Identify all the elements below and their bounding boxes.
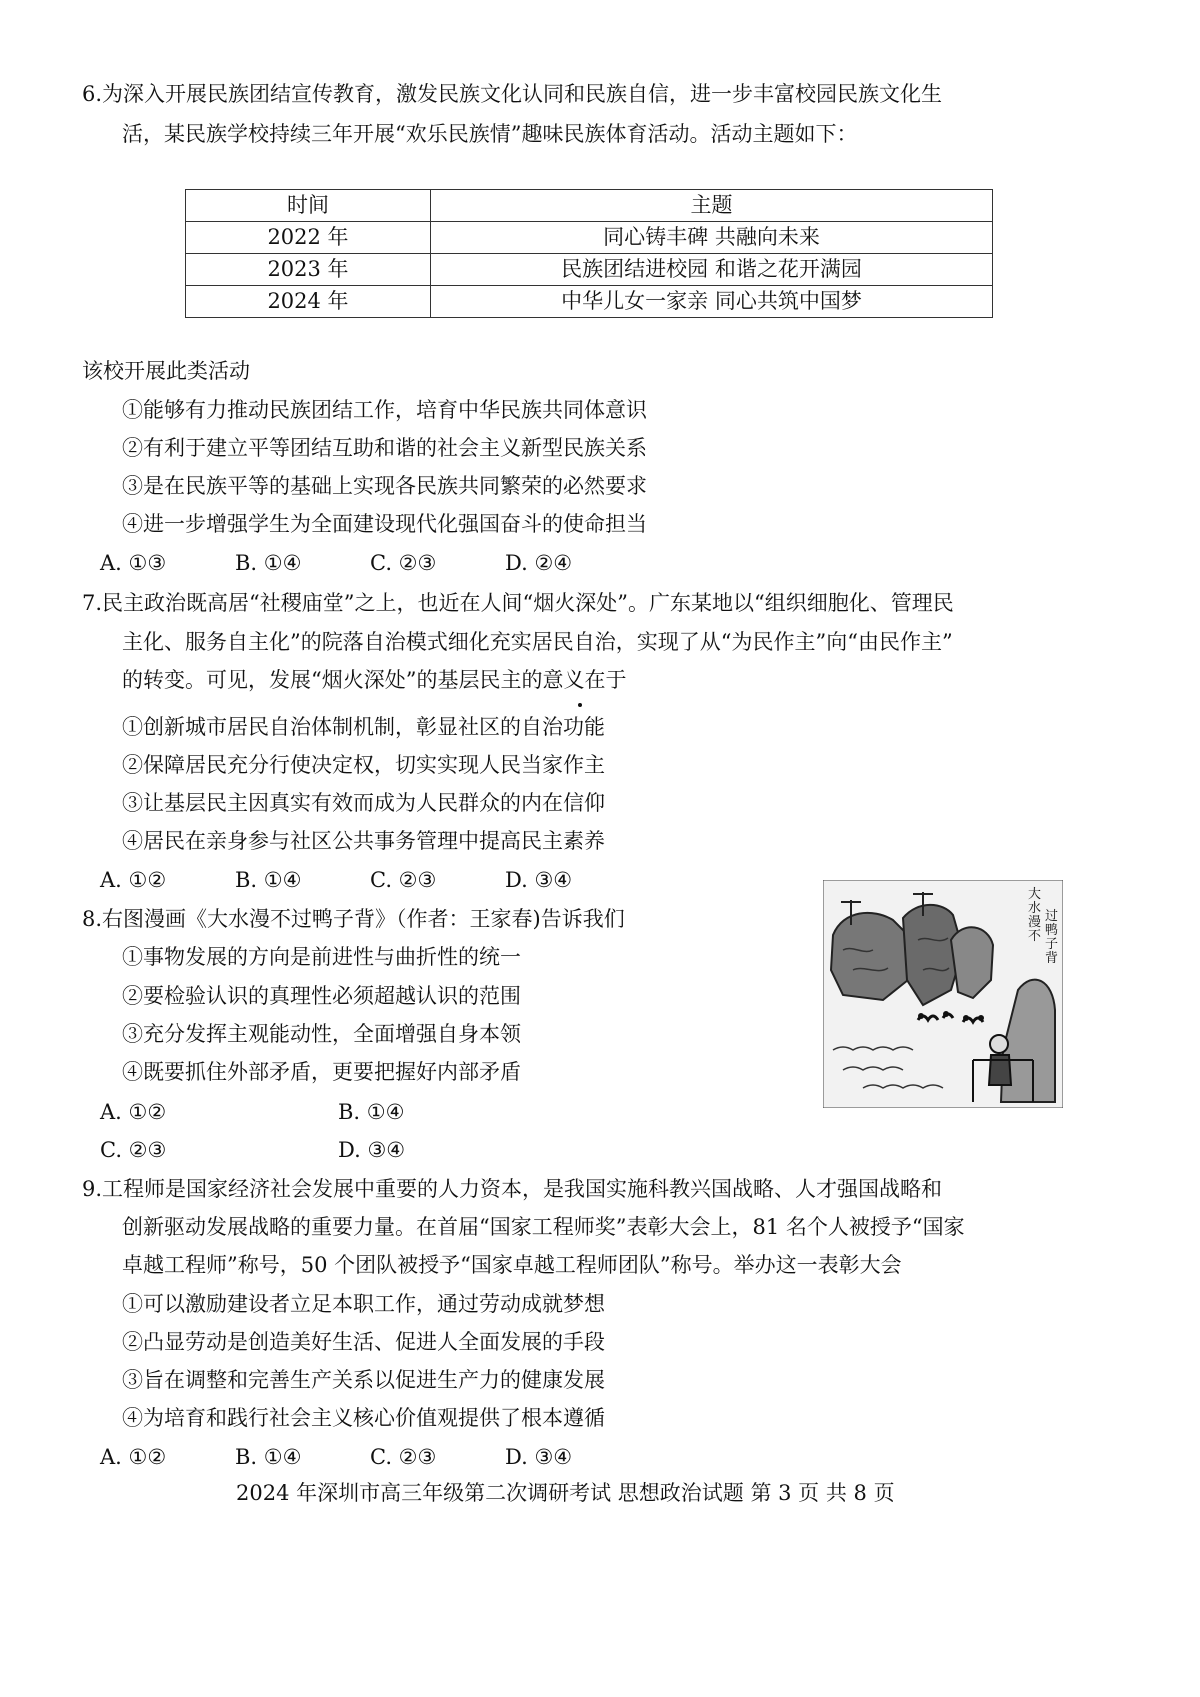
- table-cell-theme: 民族团结进校园 和谐之花开满园: [431, 254, 993, 286]
- svg-text:子: 子: [1045, 937, 1059, 952]
- q8-option-4: ④既要抓住外部矛盾，更要把握好内部矛盾: [122, 1060, 521, 1084]
- q6-option-4: ④进一步增强学生为全面建设现代化强国奋斗的使命担当: [122, 512, 647, 536]
- choice-c[interactable]: C. ②③: [370, 868, 437, 892]
- table-row: [186, 254, 993, 286]
- svg-text:大: 大: [1028, 887, 1042, 902]
- table-cell-year: 2023 年: [186, 254, 431, 286]
- choice-b[interactable]: B. ①④: [235, 1445, 302, 1469]
- q6-lead: 该校开展此类活动: [82, 359, 250, 383]
- q8-choices-row2: [100, 1135, 405, 1165]
- emphasis-dot: [578, 703, 582, 707]
- table-cell-year: 2022 年: [186, 222, 431, 254]
- q9-choices: [100, 1442, 572, 1472]
- choice-d[interactable]: D. ③④: [338, 1138, 406, 1162]
- svg-text:过: 过: [1045, 909, 1059, 924]
- choice-d[interactable]: D. ③④: [505, 1445, 573, 1469]
- cartoon-image: [823, 880, 1063, 1108]
- q7-stem-line1: 7.民主政治既高居“社稷庙堂”之上，也近在人间“烟火深处”。广东某地以“组织细胞化、管理民: [82, 591, 954, 615]
- svg-text:水: 水: [1028, 901, 1042, 916]
- q9-option-1: ①可以激励建设者立足本职工作，通过劳动成就梦想: [122, 1292, 605, 1316]
- q6-option-1: ①能够有力推动民族团结工作，培育中华民族共同体意识: [122, 398, 647, 422]
- choice-b[interactable]: B. ①④: [338, 1100, 405, 1124]
- q6-option-2: ②有利于建立平等团结互助和谐的社会主义新型民族关系: [122, 436, 647, 460]
- q6-stem-line2: 活，某民族学校持续三年开展“欢乐民族情”趣味民族体育活动。活动主题如下：: [122, 122, 858, 146]
- table-header-row: [186, 190, 993, 222]
- q9-option-2: ②凸显劳动是创造美好生活、促进人全面发展的手段: [122, 1330, 605, 1354]
- svg-text:鸭: 鸭: [1045, 923, 1059, 938]
- q9-stem-line2: 创新驱动发展战略的重要力量。在首届“国家工程师奖”表彰大会上，81 名个人被授予“国家: [122, 1215, 965, 1239]
- q7-option-2: ②保障居民充分行使决定权，切实实现人民当家作主: [122, 753, 605, 777]
- q9-option-3: ③旨在调整和完善生产关系以促进生产力的健康发展: [122, 1368, 605, 1392]
- q6-theme-table: [185, 189, 993, 318]
- choice-c[interactable]: C. ②③: [370, 551, 437, 575]
- choice-a[interactable]: A. ①②: [100, 868, 167, 892]
- q8-option-3: ③充分发挥主观能动性，全面增强自身本领: [122, 1022, 521, 1046]
- choice-c[interactable]: C. ②③: [100, 1138, 167, 1162]
- table-cell-theme: 中华儿女一家亲 同心共筑中国梦: [431, 286, 993, 318]
- table-cell-theme: 同心铸丰碑 共融向未来: [431, 222, 993, 254]
- choice-b[interactable]: B. ①④: [235, 551, 302, 575]
- q7-stem-line3: 的转变。可见，发展“烟火深处”的基层民主的意义在于: [122, 668, 627, 692]
- table-cell-year: 2024 年: [186, 286, 431, 318]
- q9-stem-line1: 9.工程师是国家经济社会发展中重要的人力资本，是我国实施科教兴国战略、人才强国战略和: [82, 1177, 943, 1201]
- q6-choices: [100, 548, 572, 578]
- q7-choices: [100, 865, 572, 895]
- q6-option-3: ③是在民族平等的基础上实现各民族共同繁荣的必然要求: [122, 474, 647, 498]
- svg-text:漫: 漫: [1028, 915, 1042, 930]
- table-row: [186, 286, 993, 318]
- table-row: [186, 222, 993, 254]
- q7-option-3: ③让基层民主因真实有效而成为人民群众的内在信仰: [122, 791, 605, 815]
- choice-a[interactable]: A. ①③: [100, 551, 167, 575]
- q8-stem: 8.右图漫画《大水漫不过鸭子背》（作者：王家春)告诉我们: [82, 907, 625, 931]
- q8-option-1: ①事物发展的方向是前进性与曲折性的统一: [122, 945, 521, 969]
- table-header-theme: 主题: [431, 190, 993, 222]
- q7-stem-line2: 主化、服务自主化”的院落自治模式细化充实居民自治，实现了从“为民作主”向“由民作主”: [122, 630, 953, 654]
- q9-option-4: ④为培育和践行社会主义核心价值观提供了根本遵循: [122, 1406, 605, 1430]
- choice-b[interactable]: B. ①④: [235, 868, 302, 892]
- q7-option-1: ①创新城市居民自治体制机制，彰显社区的自治功能: [122, 715, 605, 739]
- q6-stem-line1: 6.为深入开展民族团结宣传教育，激发民族文化认同和民族自信，进一步丰富校园民族文化生: [82, 82, 943, 106]
- svg-text:不: 不: [1028, 929, 1042, 944]
- svg-text:背: 背: [1045, 951, 1059, 966]
- q7-option-4: ④居民在亲身参与社区公共事务管理中提高民主素养: [122, 829, 605, 853]
- choice-a[interactable]: A. ①②: [100, 1445, 167, 1469]
- table-header-time: 时间: [186, 190, 431, 222]
- choice-c[interactable]: C. ②③: [370, 1445, 437, 1469]
- choice-d[interactable]: D. ③④: [505, 868, 573, 892]
- page-footer: 2024 年深圳市高三年级第二次调研考试 思想政治试题 第 3 页 共 8 页: [236, 1481, 895, 1505]
- q8-choices-row1: [100, 1097, 404, 1127]
- choice-d[interactable]: D. ②④: [505, 551, 573, 575]
- q8-option-2: ②要检验认识的真理性必须超越认识的范围: [122, 984, 521, 1008]
- q9-stem-line3: 卓越工程师”称号，50 个团队被授予“国家卓越工程师团队”称号。举办这一表彰大会: [122, 1253, 902, 1277]
- choice-a[interactable]: A. ①②: [100, 1100, 167, 1124]
